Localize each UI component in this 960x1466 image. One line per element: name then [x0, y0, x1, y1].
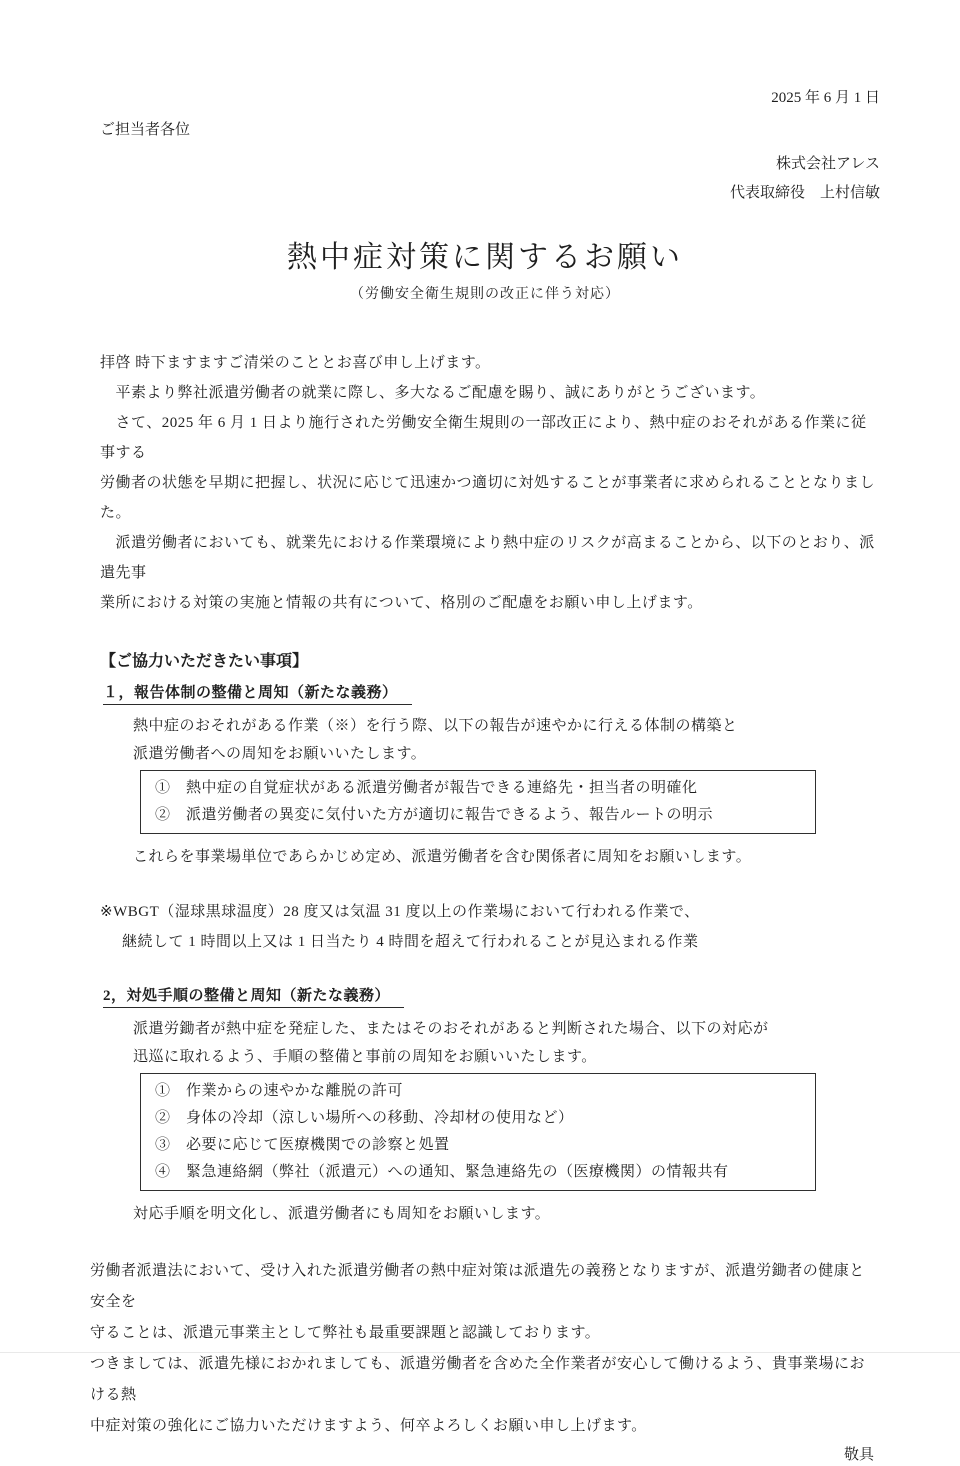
item2-body-line: 迅巡に取れるよう、手順の整備と事前の周知をお願いいたします。 — [133, 1049, 597, 1065]
report-items-box — [140, 770, 816, 834]
greeting-paragraphs — [90, 348, 880, 618]
report-item: ② 派遣労働者の異変に気付いた方が適切に報告できるよう、報告ルートの明示 — [155, 807, 714, 823]
response-steps-box — [140, 1073, 816, 1191]
closing-line: 中症対策の強化にご協力いただけますよう、何卒よろしくお願い申し上げます。 — [90, 1418, 647, 1434]
document-title: 熱中症対策に関するお願い — [287, 241, 683, 274]
document-date: 2025 年 6 月 1 日 — [771, 90, 880, 106]
addressee: ご担当者各位 — [100, 122, 191, 138]
item1-heading — [90, 682, 880, 704]
greeting-line: 拝啓 時下ますますご清栄のこととお喜び申し上げます。 — [100, 355, 491, 371]
response-step: ③ 必要に応じて医療機関での診察と処置 — [155, 1137, 450, 1153]
item2-note: 対応手順を明文化し、派遣労働者にも周知をお願いします。 — [133, 1206, 551, 1222]
cooperation-section-heading: 【ご協力いただきたい事項】 — [100, 653, 309, 670]
sign-off: 敬具 — [843, 1447, 874, 1463]
item1-note: これらを事業場単位であらかじめ定め、派遣労働者を含む関係者に周知をお願いします。 — [133, 849, 752, 865]
item1-body-line: 派遣労働者への周知をお願いいたします。 — [133, 746, 427, 762]
closing-line: 労働者派遣法において、受け入れた派遣労働者の熱中症対策は派遣先の義務となりますが、派遣労鋤者の健康と安全を — [90, 1263, 865, 1310]
closing-line: 守ることは、派遣元事業主として弊社も最重要課題と認識しております。 — [90, 1325, 601, 1341]
response-step: ② 身体の冷却（涼しい場所への移動、冷却材の使用など） — [155, 1110, 574, 1126]
closing-line: つきましては、派遣先様におかれましても、派遣労働者を含めた全作業者が安心して働けるよう、貴事業場における熱 — [90, 1356, 866, 1403]
wbgt-definition-note — [90, 897, 880, 957]
item2-heading — [90, 985, 880, 1007]
greeting-line: 業所における対策の実施と情報の共有について、格別のご配慮をお願い申し上げます。 — [100, 595, 703, 611]
wbgt-line: ※WBGT（湿球黒球温度）28 度又は気温 31 度以上の作業場において行われる作業で、 — [100, 904, 700, 920]
greeting-line: 平素より弊社派遣労働者の就業に際し、多大なるご配慮を賜り、誠にありがとうございます。 — [100, 385, 766, 401]
response-step: ① 作業からの速やかな離脱の許可 — [155, 1083, 404, 1099]
item2-body — [90, 1015, 880, 1071]
closing-paragraphs — [90, 1256, 880, 1442]
item1-body-line: 熱中症のおそれがある作業（※）を行う際、以下の報告が速やかに行える体制の構築と — [133, 718, 738, 734]
item1-body — [90, 712, 880, 768]
greeting-line: さて、2025 年 6 月 1 日より施行された労働安全衛生規則の一部改正により、熱中症のおそれがある作業に従事する — [100, 415, 867, 461]
greeting-line: 労働者の状態を早期に把握し、状況に応じて迅速かつ適切に対処することが事業者に求められることとなりました。 — [100, 475, 876, 521]
document-subtitle: （労働安全衛生規則の改正に伴う対応） — [350, 287, 620, 302]
item2-heading-text: 2，対処手順の整備と周知（新たな義務） — [103, 988, 404, 1008]
item1-heading-text: １，報告体制の整備と周知（新たな義務） — [103, 685, 412, 705]
company-name: 株式会社アレス — [776, 156, 880, 172]
greeting-line: 派遣労働者においても、就業先における作業環境により熱中症のリスクが高まることから、以下のとおり、派遣先事 — [100, 535, 875, 581]
wbgt-line: 継続して 1 時間以上又は 1 日当たり 4 時間を超えて行われることが見込まれる作業 — [122, 934, 699, 950]
representative-name: 代表取締役 上村信敏 — [729, 185, 880, 201]
report-item: ① 熱中症の自覚症状がある派遣労働者が報告できる連絡先・担当者の明確化 — [155, 780, 698, 796]
response-step: ④ 緊急連絡網（弊社（派遣元）への通知、緊急連絡先の（医療機関）の情報共有 — [155, 1164, 729, 1180]
item2-body-line: 派遣労鋤者が熱中症を発症した、またはそのおそれがあると判断された場合、以下の対応が — [133, 1021, 769, 1037]
